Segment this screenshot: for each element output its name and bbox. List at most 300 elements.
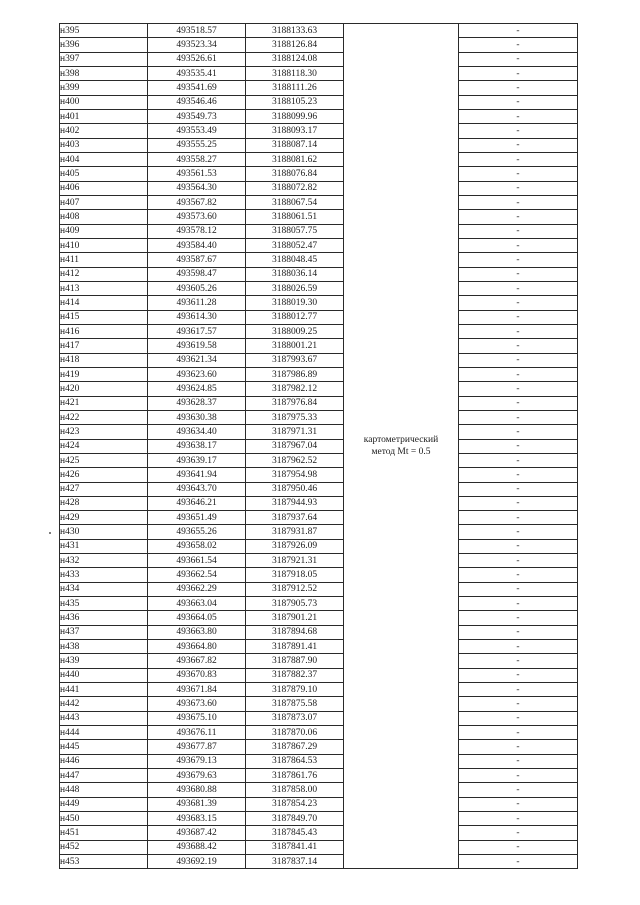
accuracy-cell: - bbox=[459, 167, 578, 181]
point-name-cell: н396 bbox=[60, 38, 148, 52]
x-coordinate-cell: 493663.80 bbox=[148, 625, 246, 639]
point-name-cell: н419 bbox=[60, 367, 148, 381]
x-coordinate-cell: 493628.37 bbox=[148, 396, 246, 410]
x-coordinate-cell: 493611.28 bbox=[148, 296, 246, 310]
y-coordinate-cell: 3188124.08 bbox=[246, 52, 344, 66]
table-row bbox=[60, 482, 578, 496]
point-name-cell: н404 bbox=[60, 152, 148, 166]
accuracy-cell: - bbox=[459, 353, 578, 367]
point-name-cell: н444 bbox=[60, 726, 148, 740]
x-coordinate-cell: 493639.17 bbox=[148, 453, 246, 467]
x-coordinate-cell: 493555.25 bbox=[148, 138, 246, 152]
y-coordinate-cell: 3187950.46 bbox=[246, 482, 344, 496]
point-name-cell: н397 bbox=[60, 52, 148, 66]
point-name-cell: н398 bbox=[60, 66, 148, 80]
x-coordinate-cell: 493567.82 bbox=[148, 195, 246, 209]
point-name-cell: н426 bbox=[60, 468, 148, 482]
table-row bbox=[60, 181, 578, 195]
x-coordinate-cell: 493546.46 bbox=[148, 95, 246, 109]
table-row bbox=[60, 367, 578, 381]
point-name-cell: н443 bbox=[60, 711, 148, 725]
table-row bbox=[60, 812, 578, 826]
x-coordinate-cell: 493614.30 bbox=[148, 310, 246, 324]
point-name-cell: н414 bbox=[60, 296, 148, 310]
accuracy-cell: - bbox=[459, 339, 578, 353]
point-name-cell: н395 bbox=[60, 24, 148, 38]
x-coordinate-cell: 493664.05 bbox=[148, 611, 246, 625]
y-coordinate-cell: 3188072.82 bbox=[246, 181, 344, 195]
point-name-cell: н425 bbox=[60, 453, 148, 467]
point-name-cell: н432 bbox=[60, 554, 148, 568]
table-row bbox=[60, 439, 578, 453]
accuracy-cell: - bbox=[459, 296, 578, 310]
point-name-cell: н437 bbox=[60, 625, 148, 639]
table-row bbox=[60, 195, 578, 209]
point-name-cell: н415 bbox=[60, 310, 148, 324]
x-coordinate-cell: 493578.12 bbox=[148, 224, 246, 238]
accuracy-cell: - bbox=[459, 539, 578, 553]
x-coordinate-cell: 493643.70 bbox=[148, 482, 246, 496]
x-coordinate-cell: 493677.87 bbox=[148, 740, 246, 754]
table-row bbox=[60, 625, 578, 639]
table-row bbox=[60, 52, 578, 66]
accuracy-cell: - bbox=[459, 640, 578, 654]
x-coordinate-cell: 493598.47 bbox=[148, 267, 246, 281]
accuracy-cell: - bbox=[459, 52, 578, 66]
y-coordinate-cell: 3188111.26 bbox=[246, 81, 344, 95]
point-name-cell: н400 bbox=[60, 95, 148, 109]
y-coordinate-cell: 3187887.90 bbox=[246, 654, 344, 668]
table-row bbox=[60, 210, 578, 224]
y-coordinate-cell: 3187901.21 bbox=[246, 611, 344, 625]
table-row bbox=[60, 267, 578, 281]
y-coordinate-cell: 3187870.06 bbox=[246, 726, 344, 740]
y-coordinate-cell: 3187975.33 bbox=[246, 410, 344, 424]
point-name-cell: н452 bbox=[60, 840, 148, 854]
x-coordinate-cell: 493623.60 bbox=[148, 367, 246, 381]
x-coordinate-cell: 493675.10 bbox=[148, 711, 246, 725]
accuracy-cell: - bbox=[459, 152, 578, 166]
accuracy-cell: - bbox=[459, 754, 578, 768]
y-coordinate-cell: 3188118.30 bbox=[246, 66, 344, 80]
accuracy-cell: - bbox=[459, 24, 578, 38]
accuracy-cell: - bbox=[459, 826, 578, 840]
point-name-cell: н403 bbox=[60, 138, 148, 152]
x-coordinate-cell: 493564.30 bbox=[148, 181, 246, 195]
x-coordinate-cell: 493638.17 bbox=[148, 439, 246, 453]
x-coordinate-cell: 493651.49 bbox=[148, 511, 246, 525]
x-coordinate-cell: 493681.39 bbox=[148, 797, 246, 811]
x-coordinate-cell: 493661.54 bbox=[148, 554, 246, 568]
y-coordinate-cell: 3187962.52 bbox=[246, 453, 344, 467]
table-row bbox=[60, 769, 578, 783]
table-row bbox=[60, 740, 578, 754]
point-name-cell: н413 bbox=[60, 281, 148, 295]
x-coordinate-cell: 493692.19 bbox=[148, 855, 246, 869]
accuracy-cell: - bbox=[459, 525, 578, 539]
y-coordinate-cell: 3188133.63 bbox=[246, 24, 344, 38]
accuracy-cell: - bbox=[459, 425, 578, 439]
x-coordinate-cell: 493671.84 bbox=[148, 683, 246, 697]
y-coordinate-cell: 3187894.68 bbox=[246, 625, 344, 639]
table-row bbox=[60, 597, 578, 611]
point-name-cell: н427 bbox=[60, 482, 148, 496]
accuracy-cell: - bbox=[459, 195, 578, 209]
x-coordinate-cell: 493680.88 bbox=[148, 783, 246, 797]
coordinates-table-body bbox=[60, 24, 578, 869]
table-row bbox=[60, 109, 578, 123]
point-name-cell: н421 bbox=[60, 396, 148, 410]
x-coordinate-cell: 493619.58 bbox=[148, 339, 246, 353]
table-row bbox=[60, 855, 578, 869]
table-row bbox=[60, 797, 578, 811]
accuracy-cell: - bbox=[459, 238, 578, 252]
table-row bbox=[60, 167, 578, 181]
method-line-1: картометрический bbox=[363, 435, 439, 446]
accuracy-cell: - bbox=[459, 697, 578, 711]
table-row bbox=[60, 511, 578, 525]
accuracy-cell: - bbox=[459, 124, 578, 138]
y-coordinate-cell: 3188099.96 bbox=[246, 109, 344, 123]
x-coordinate-cell: 493553.49 bbox=[148, 124, 246, 138]
y-coordinate-cell: 3188087.14 bbox=[246, 138, 344, 152]
y-coordinate-cell: 3187905.73 bbox=[246, 597, 344, 611]
accuracy-cell: - bbox=[459, 453, 578, 467]
table-row bbox=[60, 353, 578, 367]
accuracy-cell: - bbox=[459, 324, 578, 338]
table-row bbox=[60, 783, 578, 797]
accuracy-cell: - bbox=[459, 496, 578, 510]
accuracy-cell: - bbox=[459, 109, 578, 123]
table-row bbox=[60, 410, 578, 424]
y-coordinate-cell: 3188019.30 bbox=[246, 296, 344, 310]
y-coordinate-cell: 3187937.64 bbox=[246, 511, 344, 525]
point-name-cell: н451 bbox=[60, 826, 148, 840]
x-coordinate-cell: 493687.42 bbox=[148, 826, 246, 840]
x-coordinate-cell: 493523.34 bbox=[148, 38, 246, 52]
table-row bbox=[60, 754, 578, 768]
point-name-cell: н401 bbox=[60, 109, 148, 123]
table-row bbox=[60, 95, 578, 109]
x-coordinate-cell: 493641.94 bbox=[148, 468, 246, 482]
x-coordinate-cell: 493518.57 bbox=[148, 24, 246, 38]
x-coordinate-cell: 493541.69 bbox=[148, 81, 246, 95]
accuracy-cell: - bbox=[459, 783, 578, 797]
accuracy-cell: - bbox=[459, 138, 578, 152]
point-name-cell: н422 bbox=[60, 410, 148, 424]
table-row bbox=[60, 654, 578, 668]
x-coordinate-cell: 493679.63 bbox=[148, 769, 246, 783]
x-coordinate-cell: 493634.40 bbox=[148, 425, 246, 439]
point-name-cell: н418 bbox=[60, 353, 148, 367]
x-coordinate-cell: 493676.11 bbox=[148, 726, 246, 740]
y-coordinate-cell: 3188026.59 bbox=[246, 281, 344, 295]
point-name-cell: н406 bbox=[60, 181, 148, 195]
table-row bbox=[60, 683, 578, 697]
table-row bbox=[60, 453, 578, 467]
point-name-cell: н408 bbox=[60, 210, 148, 224]
point-name-cell: н411 bbox=[60, 253, 148, 267]
point-name-cell: н420 bbox=[60, 382, 148, 396]
table-row bbox=[60, 138, 578, 152]
y-coordinate-cell: 3188012.77 bbox=[246, 310, 344, 324]
y-coordinate-cell: 3187982.12 bbox=[246, 382, 344, 396]
x-coordinate-cell: 493673.60 bbox=[148, 697, 246, 711]
y-coordinate-cell: 3187926.09 bbox=[246, 539, 344, 553]
y-coordinate-cell: 3187854.23 bbox=[246, 797, 344, 811]
y-coordinate-cell: 3187864.53 bbox=[246, 754, 344, 768]
y-coordinate-cell: 3187912.52 bbox=[246, 582, 344, 596]
x-coordinate-cell: 493670.83 bbox=[148, 668, 246, 682]
point-name-cell: н435 bbox=[60, 597, 148, 611]
accuracy-cell: - bbox=[459, 382, 578, 396]
x-coordinate-cell: 493679.13 bbox=[148, 754, 246, 768]
y-coordinate-cell: 3187931.87 bbox=[246, 525, 344, 539]
y-coordinate-cell: 3188009.25 bbox=[246, 324, 344, 338]
y-coordinate-cell: 3187967.04 bbox=[246, 439, 344, 453]
y-coordinate-cell: 3188067.54 bbox=[246, 195, 344, 209]
point-name-cell: н433 bbox=[60, 568, 148, 582]
point-name-cell: н441 bbox=[60, 683, 148, 697]
y-coordinate-cell: 3187849.70 bbox=[246, 812, 344, 826]
y-coordinate-cell: 3188076.84 bbox=[246, 167, 344, 181]
point-name-cell: н407 bbox=[60, 195, 148, 209]
point-name-cell: н449 bbox=[60, 797, 148, 811]
x-coordinate-cell: 493655.26 bbox=[148, 525, 246, 539]
x-coordinate-cell: 493535.41 bbox=[148, 66, 246, 80]
y-coordinate-cell: 3188061.51 bbox=[246, 210, 344, 224]
x-coordinate-cell: 493630.38 bbox=[148, 410, 246, 424]
x-coordinate-cell: 493621.34 bbox=[148, 353, 246, 367]
table-row bbox=[60, 238, 578, 252]
point-name-cell: н409 bbox=[60, 224, 148, 238]
table-row bbox=[60, 296, 578, 310]
table-row bbox=[60, 554, 578, 568]
y-coordinate-cell: 3187841.41 bbox=[246, 840, 344, 854]
table-row bbox=[60, 697, 578, 711]
x-coordinate-cell: 493549.73 bbox=[148, 109, 246, 123]
accuracy-cell: - bbox=[459, 726, 578, 740]
x-coordinate-cell: 493658.02 bbox=[148, 539, 246, 553]
point-name-cell: н399 bbox=[60, 81, 148, 95]
point-name-cell: н438 bbox=[60, 640, 148, 654]
y-coordinate-cell: 3188093.17 bbox=[246, 124, 344, 138]
point-name-cell: н442 bbox=[60, 697, 148, 711]
y-coordinate-cell: 3187837.14 bbox=[246, 855, 344, 869]
accuracy-cell: - bbox=[459, 611, 578, 625]
x-coordinate-cell: 493662.29 bbox=[148, 582, 246, 596]
accuracy-cell: - bbox=[459, 668, 578, 682]
y-coordinate-cell: 3187918.05 bbox=[246, 568, 344, 582]
y-coordinate-cell: 3188081.62 bbox=[246, 152, 344, 166]
y-coordinate-cell: 3187845.43 bbox=[246, 826, 344, 840]
y-coordinate-cell: 3187861.76 bbox=[246, 769, 344, 783]
y-coordinate-cell: 3188036.14 bbox=[246, 267, 344, 281]
coordinates-table bbox=[59, 23, 578, 869]
y-coordinate-cell: 3188001.21 bbox=[246, 339, 344, 353]
accuracy-cell: - bbox=[459, 267, 578, 281]
accuracy-cell: - bbox=[459, 310, 578, 324]
accuracy-cell: - bbox=[459, 797, 578, 811]
table-row bbox=[60, 611, 578, 625]
accuracy-cell: - bbox=[459, 511, 578, 525]
point-name-cell: н434 bbox=[60, 582, 148, 596]
point-name-cell: н445 bbox=[60, 740, 148, 754]
point-name-cell: н446 bbox=[60, 754, 148, 768]
table-row bbox=[60, 310, 578, 324]
accuracy-cell: - bbox=[459, 439, 578, 453]
x-coordinate-cell: 493688.42 bbox=[148, 840, 246, 854]
accuracy-cell: - bbox=[459, 855, 578, 869]
y-coordinate-cell: 3188052.47 bbox=[246, 238, 344, 252]
method-line-2: метод Mt = 0.5 bbox=[371, 447, 431, 458]
y-coordinate-cell: 3187867.29 bbox=[246, 740, 344, 754]
accuracy-cell: - bbox=[459, 711, 578, 725]
table-row bbox=[60, 24, 578, 38]
y-coordinate-cell: 3188105.23 bbox=[246, 95, 344, 109]
y-coordinate-cell: 3187954.98 bbox=[246, 468, 344, 482]
point-name-cell: н430 bbox=[60, 525, 148, 539]
y-coordinate-cell: 3187986.89 bbox=[246, 367, 344, 381]
x-coordinate-cell: 493646.21 bbox=[148, 496, 246, 510]
table-row bbox=[60, 281, 578, 295]
table-row bbox=[60, 38, 578, 52]
accuracy-cell: - bbox=[459, 224, 578, 238]
point-name-cell: н439 bbox=[60, 654, 148, 668]
table-row bbox=[60, 726, 578, 740]
x-coordinate-cell: 493617.57 bbox=[148, 324, 246, 338]
table-row bbox=[60, 496, 578, 510]
y-coordinate-cell: 3187875.58 bbox=[246, 697, 344, 711]
point-name-cell: н423 bbox=[60, 425, 148, 439]
table-row bbox=[60, 396, 578, 410]
point-name-cell: н436 bbox=[60, 611, 148, 625]
y-coordinate-cell: 3187993.67 bbox=[246, 353, 344, 367]
y-coordinate-cell: 3187944.93 bbox=[246, 496, 344, 510]
point-name-cell: н448 bbox=[60, 783, 148, 797]
table-row bbox=[60, 253, 578, 267]
accuracy-cell: - bbox=[459, 654, 578, 668]
point-name-cell: н424 bbox=[60, 439, 148, 453]
table-row bbox=[60, 539, 578, 553]
scan-speck bbox=[49, 532, 51, 534]
y-coordinate-cell: 3188057.75 bbox=[246, 224, 344, 238]
point-name-cell: н412 bbox=[60, 267, 148, 281]
table-row bbox=[60, 711, 578, 725]
x-coordinate-cell: 493683.15 bbox=[148, 812, 246, 826]
point-name-cell: н429 bbox=[60, 511, 148, 525]
accuracy-cell: - bbox=[459, 554, 578, 568]
table-row bbox=[60, 640, 578, 654]
accuracy-cell: - bbox=[459, 210, 578, 224]
accuracy-cell: - bbox=[459, 253, 578, 267]
point-name-cell: н410 bbox=[60, 238, 148, 252]
table-row bbox=[60, 152, 578, 166]
method-cell bbox=[344, 24, 459, 869]
accuracy-cell: - bbox=[459, 582, 578, 596]
accuracy-cell: - bbox=[459, 740, 578, 754]
table-row bbox=[60, 324, 578, 338]
accuracy-cell: - bbox=[459, 396, 578, 410]
accuracy-cell: - bbox=[459, 81, 578, 95]
y-coordinate-cell: 3188126.84 bbox=[246, 38, 344, 52]
accuracy-cell: - bbox=[459, 367, 578, 381]
point-name-cell: н440 bbox=[60, 668, 148, 682]
accuracy-cell: - bbox=[459, 482, 578, 496]
point-name-cell: н402 bbox=[60, 124, 148, 138]
table-row bbox=[60, 224, 578, 238]
x-coordinate-cell: 493587.67 bbox=[148, 253, 246, 267]
point-name-cell: н447 bbox=[60, 769, 148, 783]
accuracy-cell: - bbox=[459, 281, 578, 295]
x-coordinate-cell: 493573.60 bbox=[148, 210, 246, 224]
table-row bbox=[60, 568, 578, 582]
accuracy-cell: - bbox=[459, 38, 578, 52]
accuracy-cell: - bbox=[459, 812, 578, 826]
accuracy-cell: - bbox=[459, 597, 578, 611]
x-coordinate-cell: 493664.80 bbox=[148, 640, 246, 654]
x-coordinate-cell: 493526.61 bbox=[148, 52, 246, 66]
x-coordinate-cell: 493662.54 bbox=[148, 568, 246, 582]
table-row bbox=[60, 66, 578, 80]
x-coordinate-cell: 493667.82 bbox=[148, 654, 246, 668]
y-coordinate-cell: 3187879.10 bbox=[246, 683, 344, 697]
x-coordinate-cell: 493624.85 bbox=[148, 382, 246, 396]
y-coordinate-cell: 3187873.07 bbox=[246, 711, 344, 725]
y-coordinate-cell: 3187858.00 bbox=[246, 783, 344, 797]
point-name-cell: н428 bbox=[60, 496, 148, 510]
point-name-cell: н405 bbox=[60, 167, 148, 181]
table-row bbox=[60, 339, 578, 353]
x-coordinate-cell: 493561.53 bbox=[148, 167, 246, 181]
table-row bbox=[60, 382, 578, 396]
accuracy-cell: - bbox=[459, 95, 578, 109]
point-name-cell: н453 bbox=[60, 855, 148, 869]
x-coordinate-cell: 493584.40 bbox=[148, 238, 246, 252]
x-coordinate-cell: 493663.04 bbox=[148, 597, 246, 611]
table-row bbox=[60, 425, 578, 439]
accuracy-cell: - bbox=[459, 181, 578, 195]
table-row bbox=[60, 525, 578, 539]
accuracy-cell: - bbox=[459, 468, 578, 482]
y-coordinate-cell: 3187891.41 bbox=[246, 640, 344, 654]
accuracy-cell: - bbox=[459, 683, 578, 697]
x-coordinate-cell: 493605.26 bbox=[148, 281, 246, 295]
table-row bbox=[60, 826, 578, 840]
accuracy-cell: - bbox=[459, 410, 578, 424]
table-row bbox=[60, 582, 578, 596]
y-coordinate-cell: 3187971.31 bbox=[246, 425, 344, 439]
point-name-cell: н417 bbox=[60, 339, 148, 353]
table-row bbox=[60, 468, 578, 482]
table-row bbox=[60, 668, 578, 682]
accuracy-cell: - bbox=[459, 66, 578, 80]
accuracy-cell: - bbox=[459, 840, 578, 854]
y-coordinate-cell: 3187921.31 bbox=[246, 554, 344, 568]
accuracy-cell: - bbox=[459, 568, 578, 582]
point-name-cell: н450 bbox=[60, 812, 148, 826]
accuracy-cell: - bbox=[459, 769, 578, 783]
point-name-cell: н416 bbox=[60, 324, 148, 338]
y-coordinate-cell: 3188048.45 bbox=[246, 253, 344, 267]
y-coordinate-cell: 3187976.84 bbox=[246, 396, 344, 410]
table-row bbox=[60, 840, 578, 854]
accuracy-cell: - bbox=[459, 625, 578, 639]
x-coordinate-cell: 493558.27 bbox=[148, 152, 246, 166]
point-name-cell: н431 bbox=[60, 539, 148, 553]
table-row bbox=[60, 124, 578, 138]
table-row bbox=[60, 81, 578, 95]
